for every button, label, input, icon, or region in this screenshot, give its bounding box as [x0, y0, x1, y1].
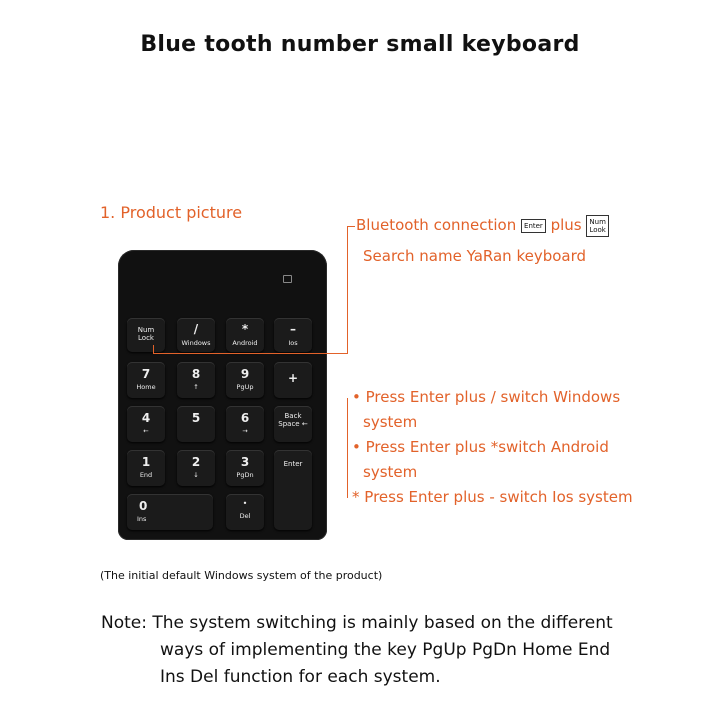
key-2: 2 ↓ [177, 450, 215, 486]
key-6: 6 → [226, 406, 264, 442]
section-heading: 1. Product picture [100, 203, 243, 222]
num-look-key-icon: Num Look [586, 215, 609, 237]
note-line-2: ways of implementing the key PgUp PgDn Home End [160, 640, 611, 660]
caption: (The initial default Windows system of the product) [100, 569, 383, 582]
note-line-1: Note: The system switching is mainly based on the different [101, 613, 613, 633]
switch-windows-annotation: • Press Enter plus / switch Windows system [352, 388, 621, 431]
plus-text: plus [550, 216, 582, 234]
search-name-text: Search name YaRan keyboard [363, 247, 587, 265]
numeric-keypad-image [118, 250, 327, 540]
key-num-lock: Num Lock [127, 318, 165, 352]
page-title: Blue tooth number small keyboard [140, 32, 580, 57]
note-line-3: Ins Del function for each system. [160, 667, 441, 687]
key-0: 0 Ins [127, 494, 213, 530]
key-7: 7 Home [127, 362, 165, 398]
key-decimal: • Del [226, 494, 264, 530]
leader-line-top [347, 226, 355, 227]
key-9: 9 PgUp [226, 362, 264, 398]
led-indicator-icon [283, 275, 292, 283]
leader-line-tick [153, 345, 154, 353]
key-4: 4 ← [127, 406, 165, 442]
leader-line-switch [347, 398, 348, 498]
bluetooth-annotation [356, 213, 609, 238]
key-slash: / Windows [177, 318, 215, 352]
key-8: 8 ↑ [177, 362, 215, 398]
key-1: 1 End [127, 450, 165, 486]
bluetooth-connection-text: Bluetooth connection [356, 216, 517, 234]
leader-line-vertical [347, 226, 348, 354]
key-enter: Enter [274, 450, 312, 530]
key-plus: + [274, 362, 312, 398]
leader-line-numlock [153, 353, 348, 354]
note [101, 610, 613, 691]
key-minus: – Ios [274, 318, 312, 352]
switch-android-annotation: • Press Enter plus *switch Android system [352, 438, 609, 481]
key-5: 5 [177, 406, 215, 442]
switch-ios-annotation: * Press Enter plus - switch Ios system [352, 488, 633, 506]
key-3: 3 PgDn [226, 450, 264, 486]
enter-key-icon: Enter [521, 219, 546, 233]
key-backspace: Back Space ← [274, 406, 312, 442]
key-asterisk: * Android [226, 318, 264, 352]
